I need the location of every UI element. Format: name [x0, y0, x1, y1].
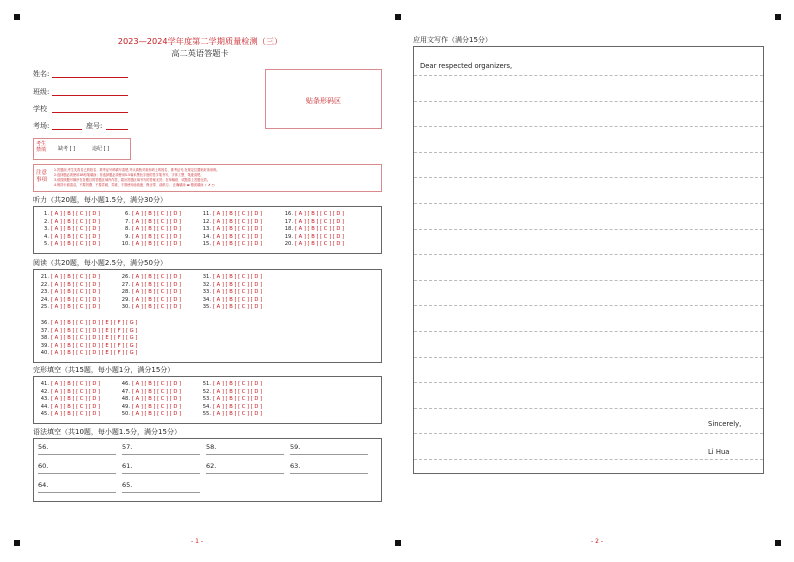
- question-number: 22.: [40, 281, 49, 288]
- question-row[interactable]: [281, 234, 344, 241]
- seat-field[interactable]: [106, 129, 128, 130]
- question-row[interactable]: [118, 282, 181, 289]
- alignment-mark: [775, 540, 781, 546]
- answer-options[interactable]: [ A ] [ B ] [ C ] [ D ]: [213, 388, 263, 395]
- answer-options[interactable]: [ A ] [ B ] [ C ] [ D ]: [132, 381, 182, 387]
- answer-options[interactable]: [ A ] [ B ] [ C ] [ D ]: [51, 233, 101, 240]
- question-number: 20.: [284, 241, 293, 248]
- question-row[interactable]: [199, 219, 262, 226]
- question-row[interactable]: [37, 274, 100, 281]
- answer-options[interactable]: [ A ] [ B ] [ C ] [ D ]: [132, 274, 182, 280]
- grammar-answer-line[interactable]: [38, 492, 116, 493]
- answer-options[interactable]: [ A ] [ B ] [ C ] [ D ]: [51, 241, 101, 248]
- name-label: 姓名:: [33, 70, 50, 78]
- grammar-answer-line[interactable]: [122, 454, 200, 455]
- question-row[interactable]: [37, 289, 100, 296]
- question-number: 35.: [202, 304, 211, 311]
- question-number: 3.: [44, 226, 49, 233]
- answer-options[interactable]: [ A ] [ B ] [ C ] [ D ]: [213, 403, 263, 410]
- question-number: 42.: [40, 388, 49, 395]
- question-row[interactable]: [37, 211, 100, 218]
- answer-options[interactable]: [ A ] [ B ] [ C ] [ D ]: [51, 304, 101, 311]
- question-number: 34.: [202, 296, 211, 303]
- writing-rule-line: [414, 75, 763, 76]
- answer-options[interactable]: [ A ] [ B ] [ C ] [ D ]: [213, 281, 263, 288]
- question-number: 47.: [121, 388, 130, 395]
- answer-options[interactable]: [ A ] [ B ] [ C ] [ D ]: [213, 218, 263, 225]
- question-row[interactable]: [37, 343, 137, 350]
- grammar-item-number: 65.: [122, 481, 133, 489]
- examinee-use-box: [33, 138, 131, 160]
- question-row[interactable]: [37, 297, 100, 304]
- question-number: 4.: [44, 233, 49, 240]
- answer-options[interactable]: [ A ] [ B ] [ C ] [ D ]: [295, 211, 345, 217]
- question-row[interactable]: [199, 234, 262, 241]
- question-row[interactable]: [199, 404, 262, 411]
- question-row[interactable]: [118, 304, 181, 311]
- question-row[interactable]: [199, 211, 262, 218]
- question-row[interactable]: [37, 396, 100, 403]
- question-number: 25.: [40, 304, 49, 311]
- answer-options[interactable]: [ A ] [ B ] [ C ] [ D ]: [51, 211, 101, 217]
- question-row[interactable]: [118, 274, 181, 281]
- listening-grid: [33, 206, 382, 254]
- answer-options[interactable]: [ A ] [ B ] [ C ] [ D ]: [213, 211, 263, 217]
- question-row[interactable]: [118, 404, 181, 411]
- question-number: 38.: [40, 335, 49, 342]
- answer-options[interactable]: [ A ] [ B ] [ C ] [ D ]: [132, 296, 182, 303]
- question-number: 8.: [125, 226, 130, 233]
- question-number: 15.: [202, 241, 211, 248]
- writing-rule-line: [414, 152, 763, 153]
- answer-options[interactable]: [ A ] [ B ] [ C ] [ D ]: [213, 274, 263, 280]
- answer-options[interactable]: [ A ] [ B ] [ C ] [ D ]: [213, 226, 263, 233]
- answer-options[interactable]: [ A ] [ B ] [ C ] [ D ]: [213, 241, 263, 248]
- answer-options[interactable]: [ A ] [ B ] [ C ] [ D ]: [51, 296, 101, 303]
- barcode-area: [265, 69, 382, 129]
- answer-options[interactable]: [ A ] [ B ] [ C ] [ D ]: [213, 233, 263, 240]
- question-row[interactable]: [37, 304, 100, 311]
- question-number: 5.: [44, 241, 49, 248]
- grammar-answer-line[interactable]: [122, 492, 200, 493]
- question-row[interactable]: [37, 282, 100, 289]
- exam-title: 2023—2024学年度第二学期质量检测（三）: [117, 36, 283, 46]
- question-number: 54.: [202, 403, 211, 410]
- question-row[interactable]: [37, 328, 137, 335]
- question-row[interactable]: [37, 389, 100, 396]
- grammar-answer-line[interactable]: [38, 473, 116, 474]
- answer-options[interactable]: [ A ] [ B ] [ C ] [ D ]: [132, 396, 182, 403]
- writing-rule-line: [414, 433, 763, 434]
- question-number: 30.: [121, 304, 130, 311]
- cloze-header: 完形填空（共15题，每小题1分，满分15分）: [33, 366, 175, 374]
- question-number: 6.: [125, 211, 130, 217]
- question-number: 19.: [284, 233, 293, 240]
- question-row[interactable]: [118, 234, 181, 241]
- question-number: 33.: [202, 289, 211, 296]
- question-row[interactable]: [37, 219, 100, 226]
- answer-options[interactable]: [ A ] [ B ] [ C ] [ D ] [ E ] [ F ] [ G ]: [51, 335, 138, 342]
- notice-line: 1.答题前,考生先将自己的姓名、准考证号码填写清楚,并认真核对条形码上的姓名、准考证号,在规定位置贴好条形码。: [54, 168, 220, 172]
- question-number: 26.: [121, 274, 130, 280]
- exam-room-label: 考场:: [33, 122, 50, 130]
- question-row[interactable]: [37, 234, 100, 241]
- grammar-item-number: 56.: [38, 443, 49, 451]
- reading-header: 阅读（共20题，每小题2.5分，满分50分）: [33, 259, 167, 267]
- question-number: 49.: [121, 403, 130, 410]
- answer-options[interactable]: [ A ] [ B ] [ C ] [ D ]: [132, 304, 182, 311]
- writing-rule-line: [414, 408, 763, 409]
- examinee-box-label: 考生 禁填: [36, 141, 47, 153]
- question-row[interactable]: [37, 350, 137, 357]
- question-number: 40.: [40, 350, 49, 357]
- writing-area[interactable]: [413, 46, 764, 474]
- notice-box: [33, 164, 382, 192]
- question-row[interactable]: [118, 211, 181, 218]
- writing-rule-line: [414, 382, 763, 383]
- question-number: 7.: [125, 218, 130, 225]
- violation-box[interactable]: 违纪 [ ]: [92, 146, 110, 152]
- question-number: 48.: [121, 396, 130, 403]
- question-row[interactable]: [199, 241, 262, 248]
- letter-closing: Sincerely,: [708, 420, 742, 428]
- answer-options[interactable]: [ A ] [ B ] [ C ] [ D ]: [132, 281, 182, 288]
- question-number: 41.: [40, 381, 49, 387]
- barcode-label: 贴条形码区: [306, 97, 341, 105]
- question-number: 2.: [44, 218, 49, 225]
- reading-grid: [33, 269, 382, 363]
- question-number: 51.: [202, 381, 211, 387]
- alignment-mark: [14, 540, 20, 546]
- answer-options[interactable]: [ A ] [ B ] [ C ] [ D ]: [51, 411, 101, 418]
- answer-options[interactable]: [ A ] [ B ] [ C ] [ D ] [ E ] [ F ] [ G ]: [51, 342, 138, 349]
- answer-options[interactable]: [ A ] [ B ] [ C ] [ D ]: [51, 218, 101, 225]
- question-number: 45.: [40, 411, 49, 418]
- answer-options[interactable]: [ A ] [ B ] [ C ] [ D ]: [213, 396, 263, 403]
- question-number: 18.: [284, 226, 293, 233]
- answer-options[interactable]: [ A ] [ B ] [ C ] [ D ]: [132, 289, 182, 296]
- question-row[interactable]: [37, 404, 100, 411]
- answer-options[interactable]: [ A ] [ B ] [ C ] [ D ]: [132, 233, 182, 240]
- question-row[interactable]: [199, 389, 262, 396]
- answer-options[interactable]: [ A ] [ B ] [ C ] [ D ]: [295, 226, 345, 233]
- grammar-item-number: 60.: [38, 462, 49, 470]
- question-number: 52.: [202, 388, 211, 395]
- notice-label: 注意 事项: [36, 170, 48, 183]
- question-number: 53.: [202, 396, 211, 403]
- grammar-item-number: 64.: [38, 481, 49, 489]
- question-row[interactable]: [118, 241, 181, 248]
- writing-rule-line: [414, 229, 763, 230]
- answer-options[interactable]: [ A ] [ B ] [ C ] [ D ]: [51, 396, 101, 403]
- question-number: 55.: [202, 411, 211, 418]
- question-row[interactable]: [118, 396, 181, 403]
- writing-rule-line: [414, 357, 763, 358]
- writing-header: 应用文写作（满分15分）: [413, 36, 492, 44]
- question-number: 10.: [121, 241, 130, 248]
- grammar-item-number: 57.: [122, 443, 133, 451]
- question-row[interactable]: [199, 297, 262, 304]
- alignment-mark: [395, 540, 401, 546]
- question-number: 29.: [121, 296, 130, 303]
- answer-options[interactable]: [ A ] [ B ] [ C ] [ D ]: [213, 381, 263, 387]
- question-row[interactable]: [118, 289, 181, 296]
- grammar-answer-line[interactable]: [122, 473, 200, 474]
- question-number: 9.: [125, 233, 130, 240]
- answer-options[interactable]: [ A ] [ B ] [ C ] [ D ] [ E ] [ F ] [ G ]: [51, 350, 138, 357]
- class-label: 班级:: [33, 88, 50, 96]
- grammar-item-number: 63.: [290, 462, 301, 470]
- class-field[interactable]: [52, 95, 128, 96]
- answer-options[interactable]: [ A ] [ B ] [ C ] [ D ] [ E ] [ F ] [ G ]: [51, 320, 138, 326]
- answer-options[interactable]: [ A ] [ B ] [ C ] [ D ]: [213, 304, 263, 311]
- absent-box[interactable]: 缺考 [ ]: [58, 146, 76, 152]
- answer-options[interactable]: [ A ] [ B ] [ C ] [ D ]: [51, 281, 101, 288]
- cloze-grid: [33, 376, 382, 424]
- question-row[interactable]: [37, 381, 100, 388]
- grammar-item-number: 62.: [206, 462, 217, 470]
- question-row[interactable]: [199, 396, 262, 403]
- question-number: 16.: [284, 211, 293, 217]
- writing-rule-line: [414, 305, 763, 306]
- answer-options[interactable]: [ A ] [ B ] [ C ] [ D ] [ E ] [ F ] [ G ]: [51, 327, 138, 334]
- question-number: 1.: [44, 211, 49, 217]
- page-number: - 2 -: [591, 538, 603, 545]
- question-number: 50.: [121, 411, 130, 418]
- notice-line: 2.选择题必须使用2B铅笔填涂；非选择题必须使用0.5毫米黑色字迹的签字笔书写，字体工整、笔迹清楚。: [54, 173, 204, 177]
- answer-options[interactable]: [ A ] [ B ] [ C ] [ D ]: [51, 381, 101, 387]
- question-row[interactable]: [281, 211, 344, 218]
- question-row[interactable]: [281, 226, 344, 233]
- question-row[interactable]: [118, 389, 181, 396]
- question-row[interactable]: [118, 381, 181, 388]
- school-label: 学校: [33, 105, 47, 113]
- question-number: 44.: [40, 403, 49, 410]
- letter-signature: Li Hua: [708, 448, 730, 456]
- question-number: 39.: [40, 342, 49, 349]
- question-number: 21.: [40, 274, 49, 280]
- writing-rule-line: [414, 254, 763, 255]
- question-row[interactable]: [199, 226, 262, 233]
- exam-room-field[interactable]: [52, 129, 82, 130]
- question-row[interactable]: [118, 297, 181, 304]
- alignment-mark: [775, 14, 781, 20]
- answer-options[interactable]: [ A ] [ B ] [ C ] [ D ]: [51, 274, 101, 280]
- question-row[interactable]: [37, 226, 100, 233]
- answer-options[interactable]: [ A ] [ B ] [ C ] [ D ]: [213, 296, 263, 303]
- question-row[interactable]: [118, 226, 181, 233]
- answer-options[interactable]: [ A ] [ B ] [ C ] [ D ]: [132, 241, 182, 248]
- question-number: 17.: [284, 218, 293, 225]
- question-number: 12.: [202, 218, 211, 225]
- grammar-item-number: 61.: [122, 462, 133, 470]
- alignment-mark: [14, 14, 20, 20]
- question-number: 32.: [202, 281, 211, 288]
- question-number: 31.: [202, 274, 211, 280]
- question-row[interactable]: [199, 282, 262, 289]
- question-number: 13.: [202, 226, 211, 233]
- grammar-answer-line[interactable]: [206, 454, 284, 455]
- question-row[interactable]: [118, 411, 181, 418]
- writing-rule-line: [414, 101, 763, 102]
- answer-options[interactable]: [ A ] [ B ] [ C ] [ D ]: [51, 388, 101, 395]
- question-number: 11.: [202, 211, 211, 217]
- question-row[interactable]: [281, 219, 344, 226]
- answer-options[interactable]: [ A ] [ B ] [ C ] [ D ]: [51, 403, 101, 410]
- page-number: - 1 -: [191, 538, 203, 545]
- letter-greeting: Dear respected organizers,: [420, 62, 513, 70]
- answer-options[interactable]: [ A ] [ B ] [ C ] [ D ]: [213, 411, 263, 418]
- answer-options[interactable]: [ A ] [ B ] [ C ] [ D ]: [132, 411, 182, 418]
- school-field[interactable]: [52, 112, 128, 113]
- grammar-answer-line[interactable]: [38, 454, 116, 455]
- answer-options[interactable]: [ A ] [ B ] [ C ] [ D ]: [132, 226, 182, 233]
- question-row[interactable]: [199, 381, 262, 388]
- question-number: 36.: [40, 320, 49, 326]
- answer-options[interactable]: [ A ] [ B ] [ C ] [ D ]: [132, 211, 182, 217]
- answer-options[interactable]: [ A ] [ B ] [ C ] [ D ]: [213, 289, 263, 296]
- name-field[interactable]: [52, 77, 128, 78]
- question-row[interactable]: [37, 241, 100, 248]
- answer-options[interactable]: [ A ] [ B ] [ C ] [ D ]: [132, 218, 182, 225]
- writing-rule-line: [414, 126, 763, 127]
- question-row[interactable]: [118, 219, 181, 226]
- question-row[interactable]: [37, 335, 137, 342]
- question-row[interactable]: [37, 320, 137, 327]
- question-number: 37.: [40, 327, 49, 334]
- question-number: 24.: [40, 296, 49, 303]
- notice-line: 4.保持卡面清洁，不要折叠、不要弄破、弄皱，不准使用涂改液、修正带、刮纸刀。 正确填涂 ▬ 错误填涂 ✓ ✗ ○: [54, 183, 215, 187]
- question-number: 14.: [202, 233, 211, 240]
- grammar-answer-line[interactable]: [290, 454, 368, 455]
- answer-options[interactable]: [ A ] [ B ] [ C ] [ D ]: [132, 403, 182, 410]
- answer-options[interactable]: [ A ] [ B ] [ C ] [ D ]: [51, 289, 101, 296]
- seat-label: 座号:: [86, 122, 103, 130]
- answer-options[interactable]: [ A ] [ B ] [ C ] [ D ]: [295, 218, 345, 225]
- answer-options[interactable]: [ A ] [ B ] [ C ] [ D ]: [51, 226, 101, 233]
- question-number: 23.: [40, 289, 49, 296]
- question-row[interactable]: [199, 289, 262, 296]
- alignment-mark: [395, 14, 401, 20]
- question-number: 43.: [40, 396, 49, 403]
- answer-options[interactable]: [ A ] [ B ] [ C ] [ D ]: [132, 388, 182, 395]
- notice-line: 3.请按照题号顺序在各题目的答题区域内作答，超出答题区域书写的答案无效；在草稿纸、试题卷上答题无效。: [54, 178, 211, 182]
- listening-header: 听力（共20题，每小题1.5分，满分30分）: [33, 196, 167, 204]
- grammar-item-number: 59.: [290, 443, 301, 451]
- grammar-item-number: 58.: [206, 443, 217, 451]
- grammar-grid: [33, 438, 382, 502]
- grammar-answer-line[interactable]: [290, 473, 368, 474]
- writing-rule-line: [414, 280, 763, 281]
- answer-sheet-subtitle: 高二英语答题卡: [171, 48, 229, 58]
- question-row[interactable]: [281, 241, 344, 248]
- question-row[interactable]: [199, 274, 262, 281]
- writing-rule-line: [414, 177, 763, 178]
- answer-options[interactable]: [ A ] [ B ] [ C ] [ D ]: [295, 233, 345, 240]
- question-row[interactable]: [199, 411, 262, 418]
- writing-rule-line: [414, 203, 763, 204]
- writing-rule-line: [414, 459, 763, 460]
- question-number: 46.: [121, 381, 130, 387]
- answer-options[interactable]: [ A ] [ B ] [ C ] [ D ]: [295, 241, 345, 248]
- question-row[interactable]: [199, 304, 262, 311]
- question-row[interactable]: [37, 411, 100, 418]
- grammar-answer-line[interactable]: [206, 473, 284, 474]
- writing-rule-line: [414, 331, 763, 332]
- question-number: 27.: [121, 281, 130, 288]
- grammar-header: 语法填空（共10题，每小题1.5分，满分15分）: [33, 428, 181, 436]
- question-number: 28.: [121, 289, 130, 296]
